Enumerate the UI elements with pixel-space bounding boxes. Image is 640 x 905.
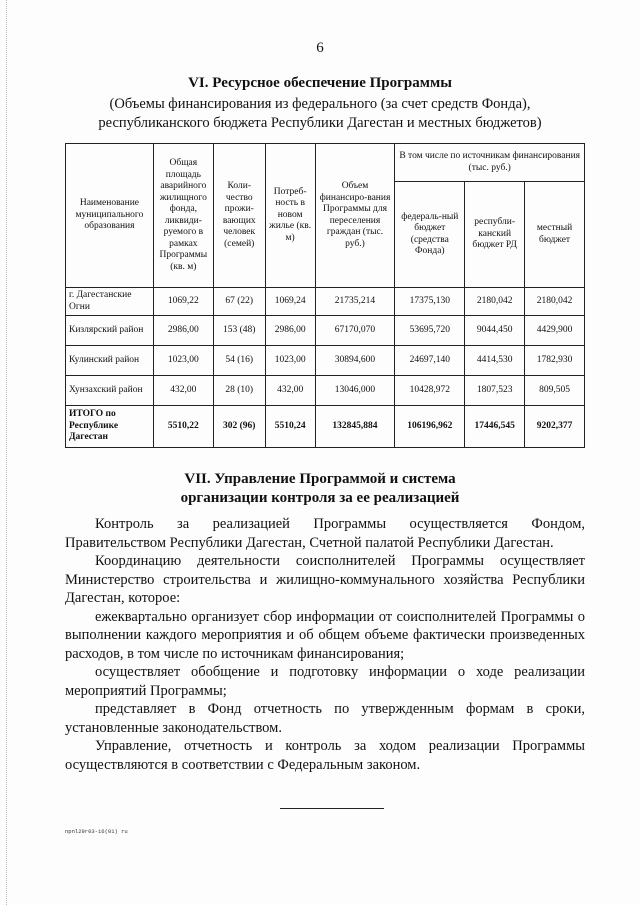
cell-need: 2986,00 (265, 316, 315, 346)
cell-residents: 302 (96) (213, 406, 265, 448)
header-need: Потреб-ность в новом жилье (кв. м) (265, 144, 315, 288)
table-row (66, 316, 585, 346)
cell-volume: 67170,070 (315, 316, 395, 346)
cell-local: 1782,930 (525, 346, 585, 376)
cell-residents: 67 (22) (213, 288, 265, 316)
cell-republic: 2180,042 (465, 288, 525, 316)
header-federal: федераль-ный бюджет (средства Фонда) (395, 182, 465, 288)
cell-republic: 1807,523 (465, 376, 525, 406)
paragraph: представляет в Фонд отчетность по утвержденным формам в сроки, установленные законодательством. (65, 701, 585, 736)
cell-area: 1069,22 (153, 288, 213, 316)
cell-local: 2180,042 (525, 288, 585, 316)
header-local: местный бюджет (525, 182, 585, 288)
header-sources: В том числе по источникам финансирования (тыс. руб.) (395, 144, 585, 182)
header-republic: республи-канский бюджет РД (465, 182, 525, 288)
section-7-title-line2: организации контроля за ее реализацией (180, 490, 460, 506)
signature-line (280, 808, 384, 809)
cell-need: 1069,24 (265, 288, 315, 316)
header-volume: Объем финансиро-вания Программы для переселения граждан (тыс. руб.) (315, 144, 395, 288)
table-total-row (66, 406, 585, 448)
cell-republic: 17446,545 (465, 406, 525, 448)
cell-local: 809,505 (525, 376, 585, 406)
paragraph: Контроль за реализацией Программы осуществляется Фондом, Правительством Республики Дагестан, Счетной палатой Республики Дагестан. (65, 516, 585, 551)
cell-need: 5510,24 (265, 406, 315, 448)
cell-area: 2986,00 (153, 316, 213, 346)
scan-edge-mark (6, 0, 8, 905)
cell-volume: 21735,214 (315, 288, 395, 316)
cell-local: 9202,377 (525, 406, 585, 448)
cell-federal: 24697,140 (395, 346, 465, 376)
table-row (66, 288, 585, 316)
cell-need: 432,00 (265, 376, 315, 406)
cell-area: 5510,22 (153, 406, 213, 448)
cell-area: 432,00 (153, 376, 213, 406)
paragraph: Управление, отчетность и контроль за ходом реализации Программы осуществляются в соответствии с Федеральным законом. (65, 738, 585, 773)
cell-volume: 13046,000 (315, 376, 395, 406)
cell-name: Хунзахский район (66, 376, 154, 406)
cell-federal: 106196,962 (395, 406, 465, 448)
cell-name: Кулинский район (66, 346, 154, 376)
paragraph: ежеквартально организует сбор информации от соисполнителей Программы о выполнении каждого мероприятия и об общем объеме фактически произведенных расходов, в том числе по источникам финансирования; (65, 608, 585, 662)
cell-name: Кизлярский район (66, 316, 154, 346)
cell-area: 1023,00 (153, 346, 213, 376)
cell-name: г. Дагестанские Огни (66, 288, 154, 316)
footer-code: npnl29r03-16(01) ru (65, 828, 128, 835)
cell-republic: 4414,530 (465, 346, 525, 376)
cell-federal: 10428,972 (395, 376, 465, 406)
resource-table (65, 143, 585, 448)
cell-local: 4429,900 (525, 316, 585, 346)
header-residents: Коли-чество прожи-вающих человек (семей) (213, 144, 265, 288)
section-6-subtitle-line1: (Объемы финансирования из федерального (за счет средств Фонда), (109, 96, 531, 112)
section-7-body (65, 515, 585, 774)
table-row (66, 376, 585, 406)
cell-residents: 28 (10) (213, 376, 265, 406)
paragraph: осуществляет обобщение и подготовку информации о ходе реализации мероприятий Программы; (65, 664, 585, 699)
section-6-subtitle-line2: республиканского бюджета Республики Дагестан и местных бюджетов) (98, 115, 542, 131)
cell-republic: 9044,450 (465, 316, 525, 346)
cell-federal: 53695,720 (395, 316, 465, 346)
cell-residents: 54 (16) (213, 346, 265, 376)
section-7-title-line1: VII. Управление Программой и система (184, 471, 456, 487)
cell-name: ИТОГО по Республике Дагестан (66, 406, 154, 448)
cell-need: 1023,00 (265, 346, 315, 376)
header-name: Наименование муниципального образования (66, 144, 154, 288)
cell-residents: 153 (48) (213, 316, 265, 346)
header-area: Общая площадь аварийного жилищного фонда, ликвиди-руемого в рамках Программы (кв. м) (153, 144, 213, 288)
cell-federal: 17375,130 (395, 288, 465, 316)
paragraph: Координацию деятельности соисполнителей Программы осуществляет Министерство строительства и жилищно-коммунального хозяйства Республики Дагестан, которое: (65, 553, 585, 606)
cell-volume: 132845,884 (315, 406, 395, 448)
page-number: 6 (316, 40, 324, 56)
section-6-title: VI. Ресурсное обеспечение Программы (188, 75, 452, 91)
table-row (66, 346, 585, 376)
cell-volume: 30894,600 (315, 346, 395, 376)
